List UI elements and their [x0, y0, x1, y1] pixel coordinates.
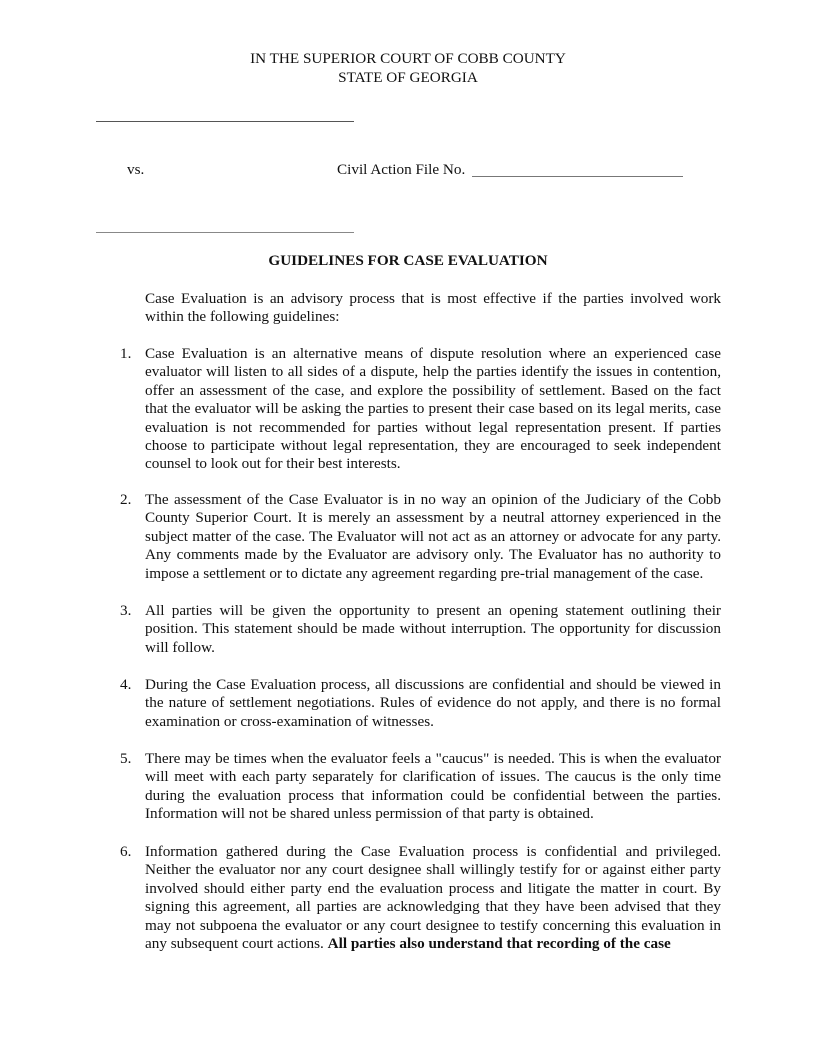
item-text: The assessment of the Case Evaluator is in no way an opinion of the Judiciary of the Cobb County Superior Court. It is merely an assessment by a neutral attorney experienced in the subject matter of the case. The Evaluator will not act as an attorney or advocate for any party. Any comments made by the Evaluator are advisory only. The Evaluator has no authority to impose a settlement or to dictate any agreement regarding pre-trial management of the case. [145, 491, 721, 582]
item-text: Case Evaluation is an alternative means of dispute resolution where an experienced case evaluator will listen to all sides of a dispute, help the parties identify the issues in contention, offer an assessment of the case, and explore the possibility of settlement. Based on the fact that the evaluator will be asking the parties to present their case based on its legal merits, case evaluation is not recommended for parties without legal representation present. If parties choose to participate without legal representation, they are encouraged to seek independent counsel to look out for their best interests. [145, 345, 721, 473]
intro-paragraph: Case Evaluation is an advisory process that is most effective if the parties involved work within the following guidelines: [145, 290, 721, 326]
item-text: There may be times when the evaluator feels a "caucus" is needed. This is when the evaluator will meet with each party separately for clarification of issues. The caucus is the only time during the evaluation process that information could be confidential between the parties. Information will not be shared unless permission of that party is obtained. [145, 750, 721, 823]
item-text: All parties will be given the opportunity to present an opening statement outlining their position. This statement should be made without interruption. The opportunity for discussion will follow. [145, 602, 721, 656]
civil-action-label: Civil Action File No. [337, 161, 466, 178]
item-text-bold: All parties also understand that recording of the case [327, 935, 671, 953]
item-number: 6. [120, 843, 132, 860]
item-number: 5. [120, 750, 132, 767]
item-number: 1. [120, 345, 132, 362]
court-name-heading: IN THE SUPERIOR COURT OF COBB COUNTY [250, 50, 566, 67]
defendant-blank-line [96, 232, 354, 233]
plaintiff-blank-line [96, 121, 354, 122]
item-number: 2. [120, 491, 132, 508]
versus-label: vs. [127, 161, 145, 178]
item-text-regular: Information gathered during the Case Evaluation process is confidential and privileged. Neither the evaluator nor any court designee shall willingly testify for or against either party involved should either party end the evaluation process and litigate the matter in court. By signing this agreement, all parties are acknowledging that they have been advised that they may not subpoena the evaluator or any court designee to testify concerning this evaluation in any subsequent court actions. [145, 843, 721, 953]
item-text: During the Case Evaluation process, all discussions are confidential and should be viewed in the nature of settlement negotiations. Rules of evidence do not apply, and there is no formal examination or cross-examination of witnesses. [145, 676, 721, 730]
item-number: 3. [120, 602, 132, 619]
civil-action-number-blank-line [472, 176, 683, 177]
document-title: GUIDELINES FOR CASE EVALUATION [268, 252, 548, 269]
state-heading: STATE OF GEORGIA [338, 69, 478, 86]
item-number: 4. [120, 676, 132, 693]
item-text [145, 843, 721, 953]
